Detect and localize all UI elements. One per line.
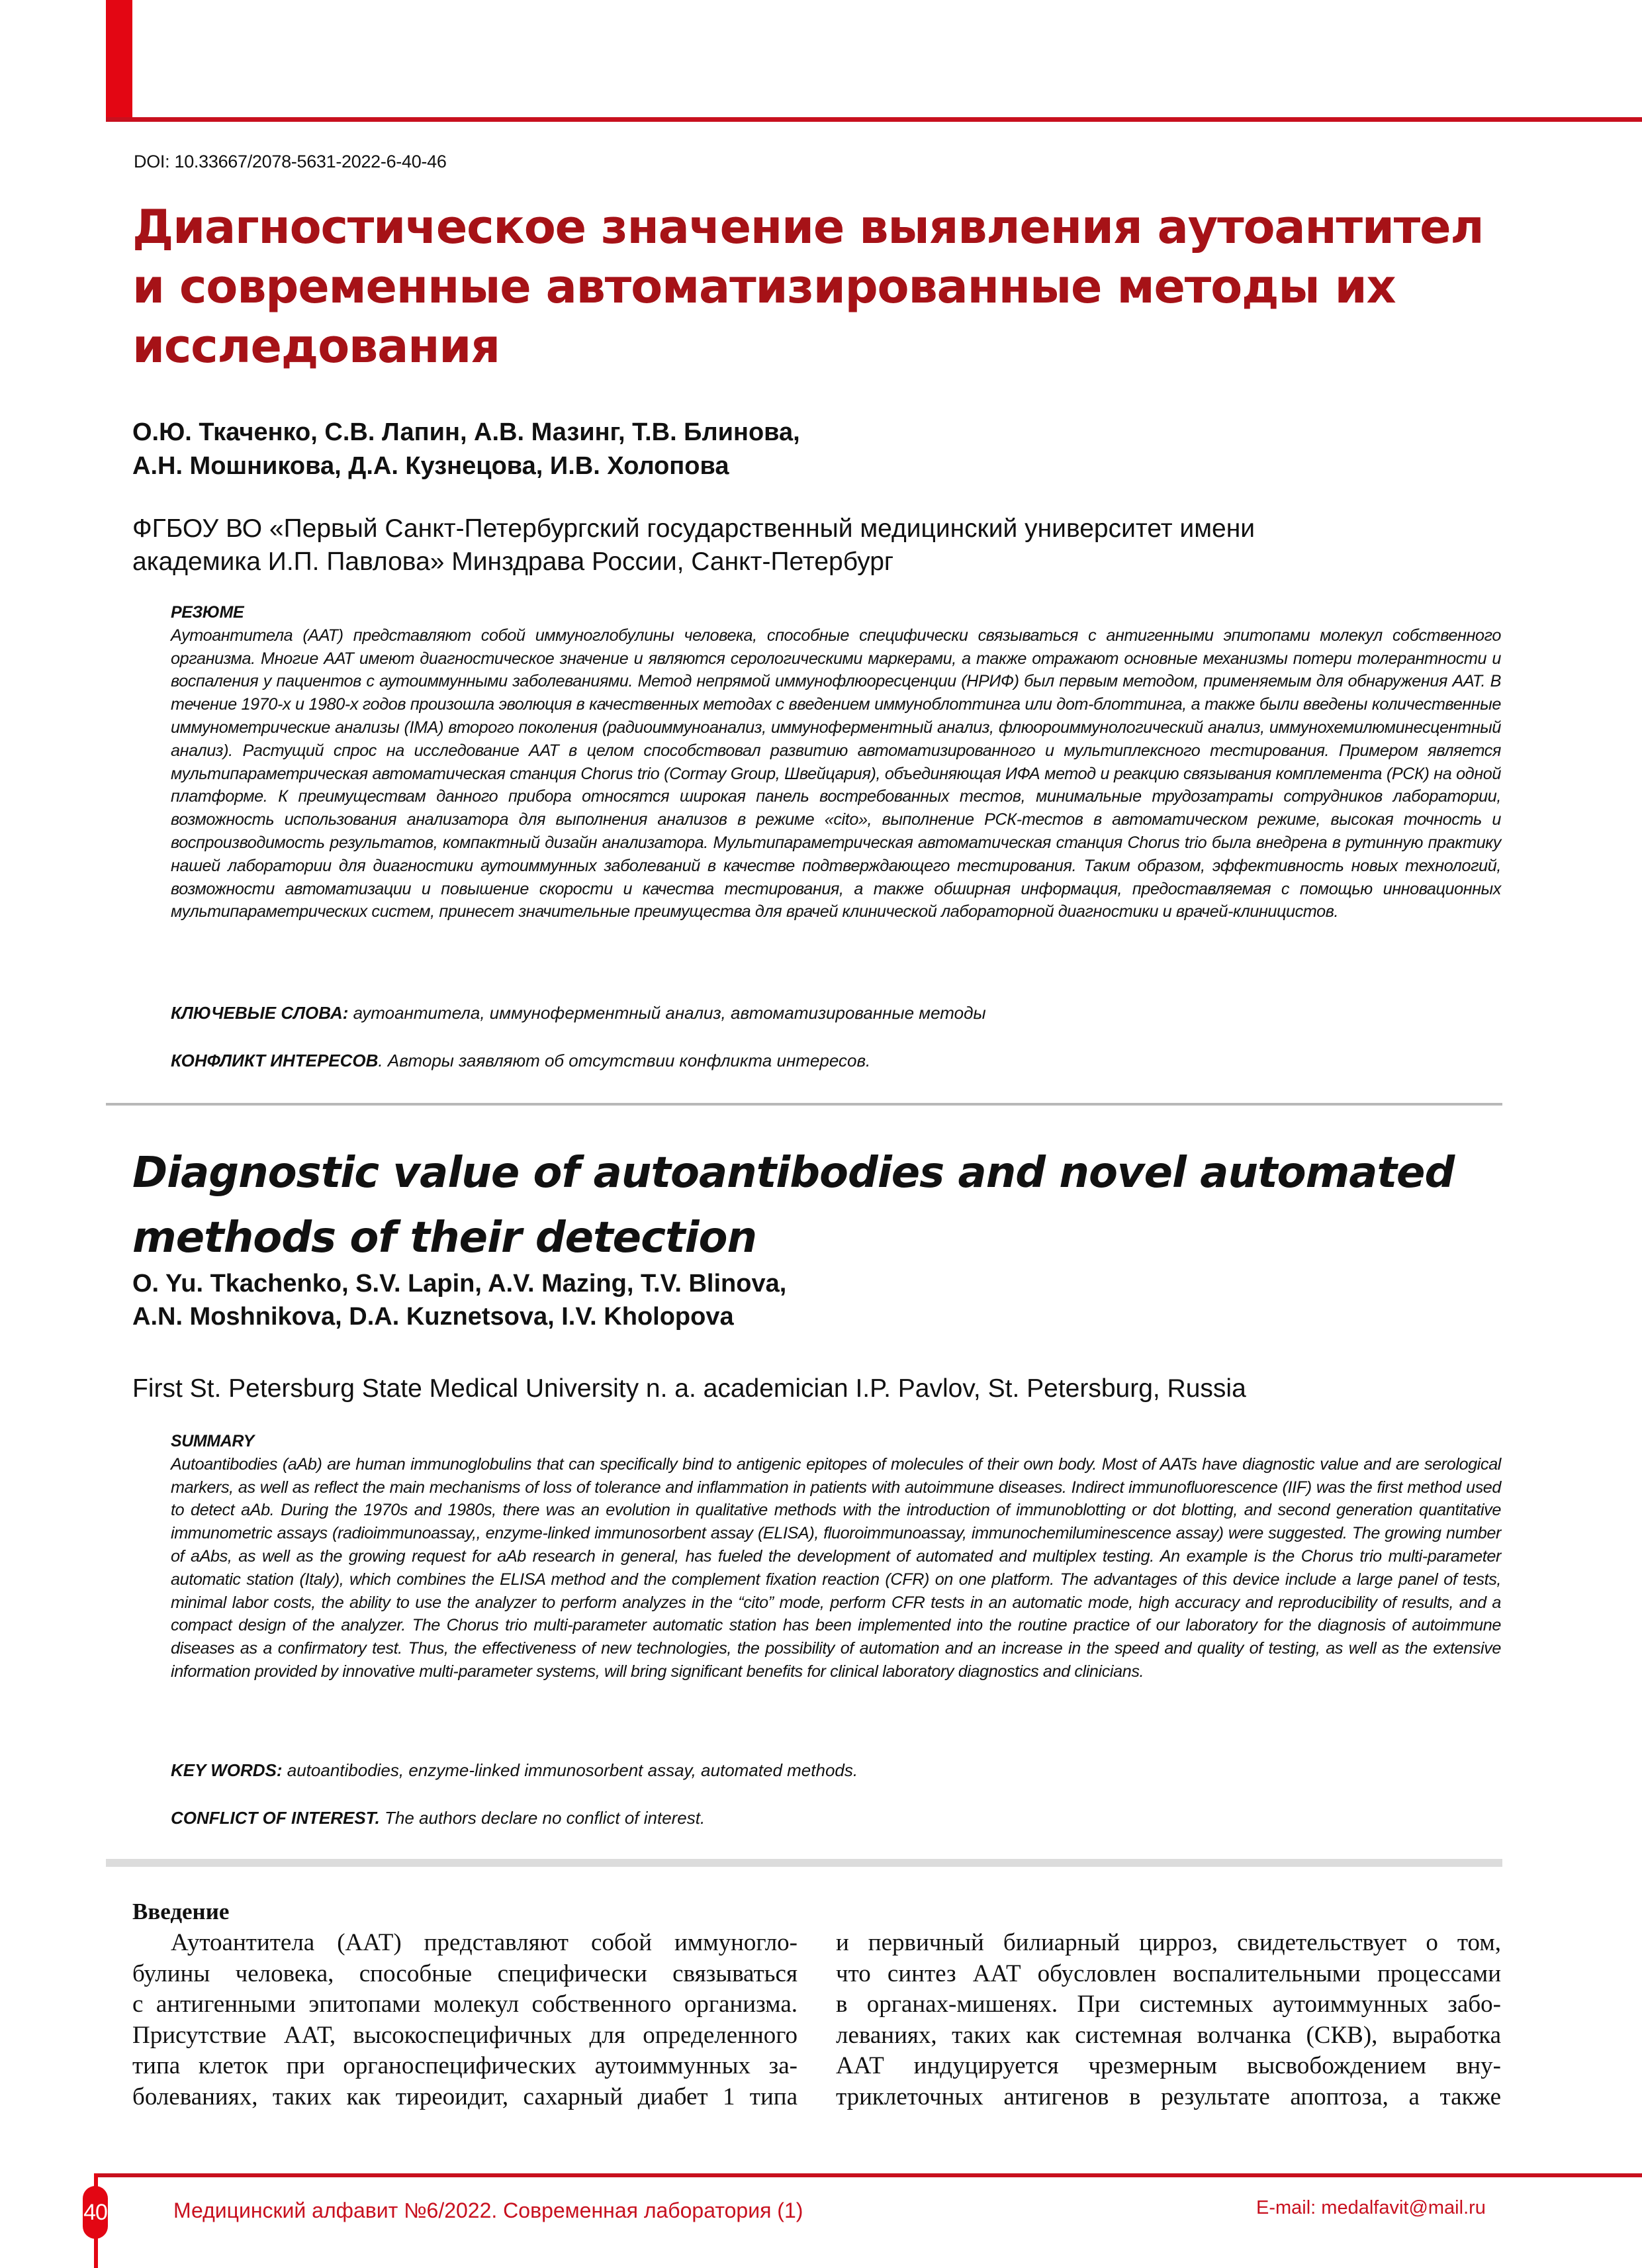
header-accent-bar-horizontal [106, 117, 1642, 122]
abstract-en-text: Autoantibodies (aAb) are human immunoglobulins that can specifically bind to antigenic epitopes of molecules of their own body. Most of AATs have diagnostic value and are serological markers, as well as reflect the main mechanisms of loss of tolerance and inflammation in patients with autoimmune diseases. Indirect immunofluorescence (IIF) was the first method used to detect aAb. During the 1970s and 1980s, there was an evolution in qualitative methods with the introduction of immunoblotting or dot blotting, and second generation quantitative immunometric assays (radioimmunoassay,, enzyme-linked immunosorbent assay (ELISA), fluoroimmunoassay, immunochemiluminescence assay) were suggested. The growing number of aAbs, as well as the growing request for aAb research in general, has fueled the development of automated and multiplex testing. An example is the Chorus trio multi-parameter automatic station (Italy), which combines the ELISA method and the complement fixation reaction (CFR) on one platform. The advantages of this device include a large panel of tests, minimal labor costs, the ability to use the analyzer to perform analyzes in the “cito” mode, perform CFR tests in an automatic mode, high accuracy and reproducibility of results, and a compact design of the analyzer. The Chorus trio multi-parameter automatic station has been implemented into the routine practice of our laboratory for the diagnosis of autoimmune diseases as a confirmatory test. Thus, the effectiveness of new technologies, the possibility of automation and an increase in the speed and quality of testing, as well as the extensive information provided by innovative multi-parameter systems, will bring significant benefits for clinical laboratory diagnostics and clinicians. [171, 1454, 1501, 1681]
body-line: Аутоантитела (ААТ) представляют собой иммуногло- [171, 1929, 798, 1956]
abstract-ru-heading: РЕЗЮМЕ [171, 603, 244, 622]
affiliation-ru-line: ФГБОУ ВО «Первый Санкт-Петербургский государственный медицинский университет имени [132, 514, 1255, 543]
body-line: с антигенными эпитопами молекул собственного организма. [132, 1991, 798, 2018]
body-line: триклеточных антигенов в результате апоптоза, а также [836, 2083, 1501, 2110]
affiliation-ru [132, 512, 1255, 579]
title-ru-line: и современные автоматизированные методы их [132, 260, 1396, 314]
page-number-badge: 40 [83, 2186, 108, 2239]
body-column-left [132, 1928, 798, 2112]
keywords-ru [171, 1003, 986, 1023]
header-accent-bar-vertical [106, 0, 132, 120]
conflict-en-text: The authors declare no conflict of interest. [379, 1808, 706, 1828]
title-en-line: Diagnostic value of autoantibodies and novel automated [132, 1149, 1455, 1198]
authors-en-line: O. Yu. Tkachenko, S.V. Lapin, A.V. Mazing, T.V. Blinova, [132, 1270, 787, 1298]
authors-en-line: A.N. Moshnikova, D.A. Kuznetsova, I.V. Kholopova [132, 1303, 734, 1331]
authors-ru-line: А.Н. Мошникова, Д.А. Кузнецова, И.В. Холопова [132, 452, 729, 480]
body-line: и первичный билиарный цирроз, свидетельствует о том, [836, 1929, 1501, 1956]
body-line: ААТ индуцируется чрезмерным высвобождением вну- [836, 2052, 1501, 2079]
keywords-en-label: KEY WORDS: [171, 1760, 283, 1780]
keywords-en-text: autoantibodies, enzyme-linked immunosorbent assay, automated methods. [282, 1760, 858, 1780]
section-heading-introduction: Введение [132, 1899, 230, 1924]
keywords-ru-text: аутоантитела, иммуноферментный анализ, автоматизированные методы [348, 1003, 986, 1023]
title-ru-line: Диагностическое значение выявления аутоантител [132, 200, 1484, 254]
authors-ru-line: О.Ю. Ткаченко, С.В. Лапин, А.В. Мазинг, Т.В. Блинова, [132, 418, 800, 446]
body-line: болеваниях, таких как тиреоидит, сахарный диабет 1 типа [132, 2083, 798, 2110]
doi: DOI: 10.33667/2078-5631-2022-6-40-46 [134, 152, 447, 171]
body-line: леваниях, таких как системная волчанка (СКВ), выработка [836, 2021, 1501, 2049]
title-ru-line: исследования [132, 319, 500, 373]
affiliation-ru-line: академика И.П. Павлова» Минздрава России, Санкт-Петербург [132, 547, 894, 576]
affiliation-en: First St. Petersburg State Medical University n. a. academician I.P. Pavlov, St. Petersburg, Russia [132, 1374, 1246, 1403]
body-line: что синтез ААТ обусловлен воспалительными процессами [836, 1960, 1501, 1987]
abstract-ru-text: Аутоантитела (ААТ) представляют собой иммуноглобулины человека, способные специфически связываться с антигенными эпитопами молекул собственного организма. Многие ААТ имеют диагностическое значение и являются серологическими маркерами, а также отражают основные механизмы потери толерантности и воспаления у пациентов с аутоиммунными заболеваниями. Метод непрямой иммунофлюоресценции (НРИФ) был первым методом, применяемым для обнаружения ААТ. В течение 1970-х и 1980-х годов произошла эволюция в качественных методах с введением иммуноблоттинга или дот-блоттинга, а также были введены количественные иммунометрические анализы (IMA) второго поколения (радиоиммуноанализ, иммуноферментный анализ, флюороиммунологический анализ, иммунохемилюминесцентный анализ). Растущий спрос на исследование ААТ в целом способствовал развитию автоматизированного и мультиплексного тестирования. Примером является мультипараметрическая автоматическая станция Chorus trio (Cormay Group, Швейцария), объединяющая ИФА метод и реакцию связывания комплемента (РСК) на одной платформе. К преимуществам данного прибора относятся широкая панель востребованных тестов, минимальные трудозатраты сотрудников лаборатории, возможность использования анализатора для выполнения анализов в режиме «cito», выполнение РСК-тестов в автоматическом режиме, высокая точность и воспроизводимость результатов, компактный дизайн анализатора. Мультипараметрическая автоматическая станция Chorus trio была внедрена в рутинную практику нашей лаборатории для диагностики аутоиммунных заболеваний в качестве подтверждающего тестирования. Таким образом, эффективность новых технологий, возможности автоматизации и повышение скорости и качества тестирования, а также обширная информация, предоставляемая с помощью инновационных мультипараметрических систем, принесет значительные преимущества для врачей клинической лабораторной диагностики и врачей-клиницистов. [171, 626, 1501, 921]
body-line: Присутствие ААТ, высокоспецифичных для определенного [132, 2021, 798, 2049]
abstract-ru [171, 601, 1501, 923]
authors-ru [132, 416, 800, 483]
body-line: типа клеток при органоспецифических аутоиммунных за- [132, 2052, 798, 2079]
section-divider [106, 1103, 1502, 1106]
body-line: булины человека, способные специфически связываться [132, 1960, 798, 1987]
article-title-ru [132, 197, 1522, 376]
body-line: в органах-мишенях. При системных аутоиммунных забо- [836, 1991, 1501, 2018]
footer-accent-bar-horizontal [94, 2173, 1642, 2177]
article-title-en [132, 1141, 1454, 1270]
authors-en [132, 1267, 786, 1333]
section-divider [106, 1859, 1502, 1867]
conflict-ru-label: КОНФЛИКТ ИНТЕРЕСОВ [171, 1051, 379, 1070]
keywords-en [171, 1760, 858, 1781]
keywords-ru-label: КЛЮЧЕВЫЕ СЛОВА: [171, 1003, 349, 1023]
abstract-en [171, 1430, 1501, 1683]
conflict-en-label: CONFLICT OF INTEREST. [171, 1808, 380, 1828]
conflict-en [171, 1808, 705, 1828]
conflict-ru-text: . Авторы заявляют об отсутствии конфликта интересов. [378, 1051, 871, 1070]
title-en-line: methods of their detection [132, 1213, 757, 1262]
contact-email[interactable]: E-mail: medalfavit@mail.ru [1256, 2197, 1486, 2218]
journal-name: Медицинский алфавит №6/2022. Современная лаборатория (1) [173, 2198, 803, 2222]
conflict-ru [171, 1051, 870, 1071]
body-column-right [836, 1928, 1501, 2112]
abstract-en-heading: SUMMARY [171, 1432, 254, 1450]
